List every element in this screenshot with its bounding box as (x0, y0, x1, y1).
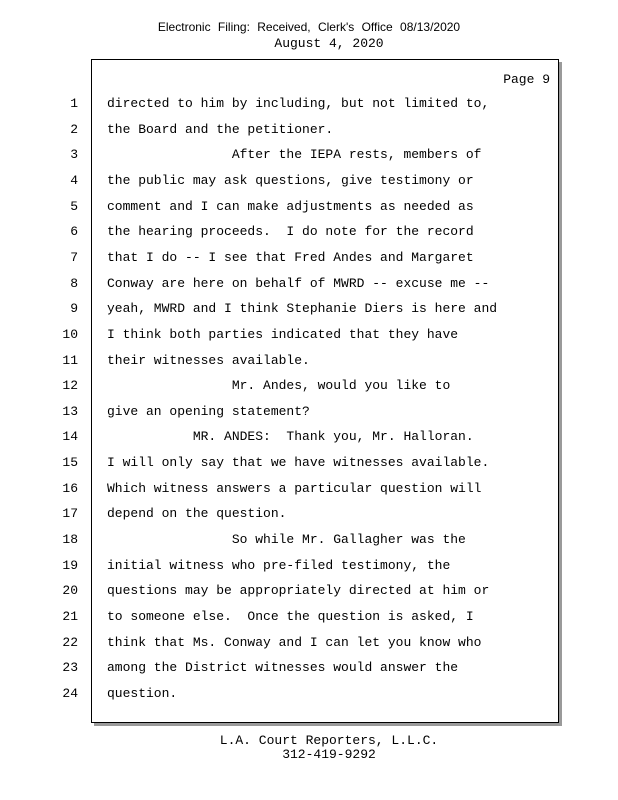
line-number: 12 (62, 378, 78, 394)
transcript-line (62, 634, 558, 660)
line-number: 10 (62, 326, 78, 342)
transcript-line (62, 557, 558, 583)
line-number: 18 (62, 532, 78, 548)
line-text: questions may be appropriately directed at him or (107, 583, 490, 599)
line-number: 5 (70, 198, 78, 214)
transcript-line (70, 249, 558, 275)
line-number: 21 (62, 609, 78, 624)
line-text: Mr. Andes, would you like to (107, 378, 451, 394)
line-text: think that Ms. Conway and I can let you know who (107, 634, 482, 650)
line-text: the Board and the petitioner. (107, 121, 334, 137)
line-text: So while Mr. Gallagher was the (107, 532, 466, 548)
line-text: question. (107, 685, 178, 701)
transcript-line (70, 172, 558, 198)
transcript-line (70, 121, 558, 147)
line-text: initial witness who pre-filed testimony, the (107, 557, 451, 573)
line-text: the hearing proceeds. I do note for the record (107, 224, 474, 240)
line-number: 24 (62, 685, 78, 701)
line-text: among the District witnesses would answer the (107, 660, 459, 676)
line-number: 3 (70, 147, 78, 163)
line-text: that I do -- I see that Fred Andes and Margaret (107, 249, 474, 265)
transcript-line (70, 147, 558, 172)
line-number: 8 (70, 275, 78, 291)
line-number: 16 (62, 480, 78, 496)
transcript-line (70, 224, 558, 249)
line-number: 22 (62, 634, 78, 650)
line-number: 13 (62, 403, 78, 419)
line-text: give an opening statement? (107, 403, 310, 419)
line-number: 9 (70, 301, 78, 317)
line-text: After the IEPA rests, members of (107, 147, 482, 163)
line-text: the public may ask questions, give testimony or (107, 172, 474, 188)
transcript-line (62, 609, 558, 634)
line-text: their witnesses available. (107, 352, 310, 368)
line-number: 6 (70, 224, 78, 240)
transcript-line (62, 685, 558, 711)
line-number: 20 (62, 583, 78, 599)
line-number: 14 (62, 429, 78, 445)
line-number: 17 (62, 506, 78, 522)
transcript-line (62, 429, 558, 454)
transcript-line (62, 532, 558, 557)
line-text: Which witness answers a particular question will (107, 480, 482, 496)
transcript-line (62, 326, 558, 352)
transcript-line (62, 403, 558, 429)
line-number: 11 (62, 352, 78, 368)
reporter-phone: 312-419-9292 (282, 747, 376, 762)
line-number: 7 (70, 249, 78, 265)
filing-stamp: Electronic Filing: Received, Clerk's Office 08/13/2020 (157, 20, 461, 34)
line-text: MR. ANDES: Thank you, Mr. Halloran. (107, 429, 474, 445)
line-text: directed to him by including, but not limited to, (107, 96, 490, 111)
transcript-line (62, 378, 558, 403)
transcript-line (62, 660, 558, 685)
reporter-company: L.A. Court Reporters, L.L.C. (219, 733, 439, 748)
transcript-page (62, 59, 559, 723)
transcript-line (70, 96, 558, 121)
transcript-line (62, 506, 558, 531)
transcript-line (62, 352, 558, 378)
transcript-line (70, 301, 558, 326)
transcript-line (62, 480, 558, 506)
line-number: 2 (70, 121, 78, 137)
transcript-line (70, 275, 558, 301)
line-text: Conway are here on behalf of MWRD -- excuse me -- (107, 275, 490, 291)
line-text: yeah, MWRD and I think Stephanie Diers is here and (107, 301, 498, 317)
page-number: Page 9 (503, 72, 550, 87)
line-number: 4 (70, 172, 78, 188)
line-text: I think both parties indicated that they have (107, 326, 459, 342)
line-text: to someone else. Once the question is asked, I (107, 609, 474, 624)
transcript-line (62, 583, 558, 608)
transcript-line (70, 198, 558, 224)
line-number: 1 (70, 96, 78, 111)
line-text: comment and I can make adjustments as needed as (107, 198, 474, 214)
transcript-date: August 4, 2020 (274, 36, 384, 51)
transcript-line (62, 455, 558, 480)
line-text: I will only say that we have witnesses available. (107, 455, 490, 471)
line-text: depend on the question. (107, 506, 287, 522)
line-number: 19 (62, 557, 78, 573)
line-number: 15 (62, 455, 78, 471)
line-number: 23 (62, 660, 78, 676)
